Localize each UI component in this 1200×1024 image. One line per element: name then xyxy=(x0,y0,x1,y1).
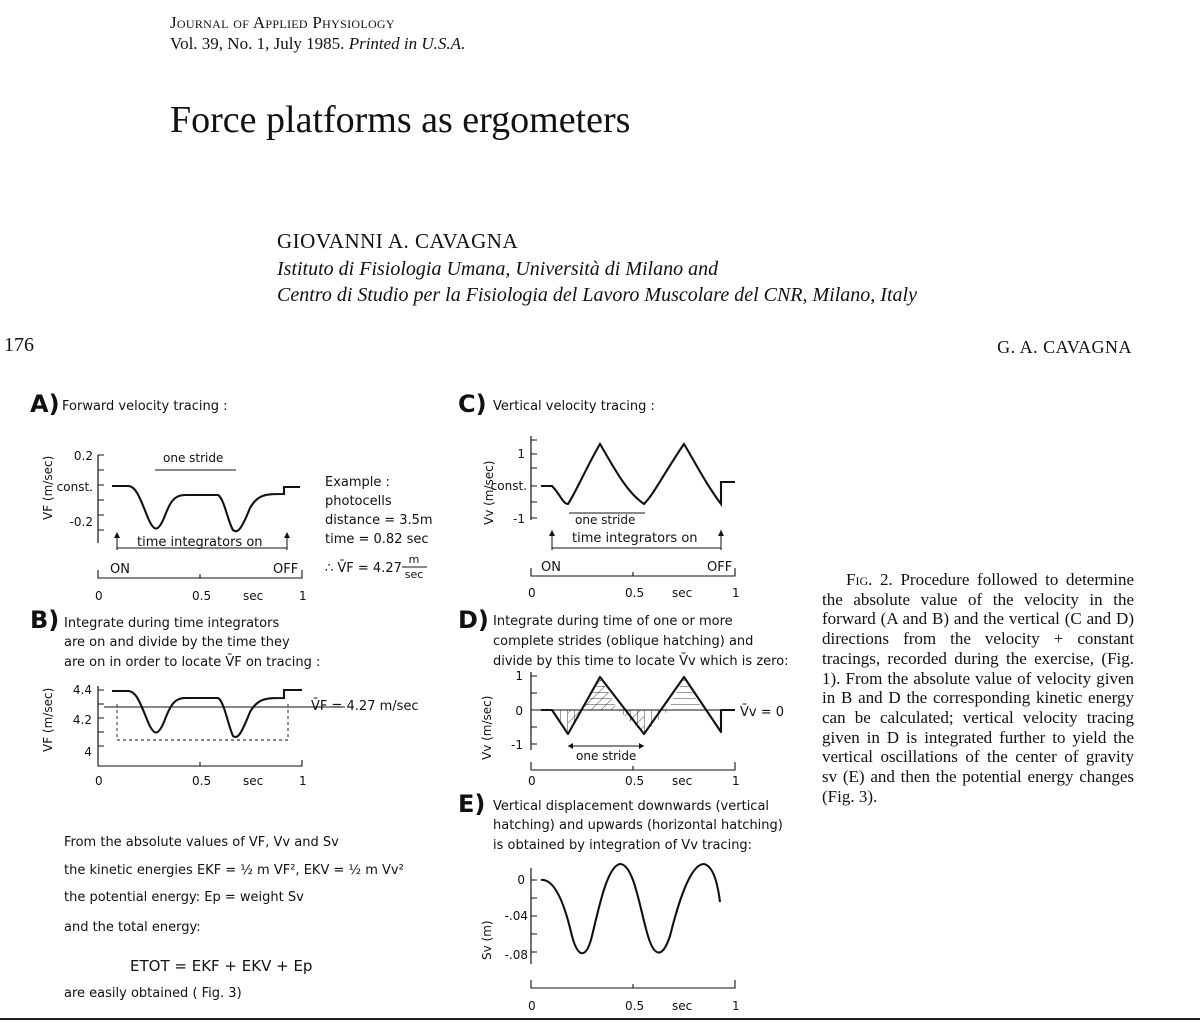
panel-e-ytick: -.08 xyxy=(504,948,528,962)
panel-b-text: are on in order to locate V̄F on tracing : xyxy=(64,655,321,670)
panel-d-ytick: -1 xyxy=(511,738,523,752)
panel-d xyxy=(458,606,789,788)
panel-a-heading: Forward velocity tracing : xyxy=(62,399,228,414)
panel-a xyxy=(30,390,307,603)
panel-a-stride-label: one stride xyxy=(163,451,224,465)
affiliation-line-1: Istituto di Fisiologia Umana, Università di Milano and xyxy=(277,258,719,280)
panel-a-integrators-label: time integrators on xyxy=(137,535,263,550)
panel-e-ylabel: Sv (m) xyxy=(480,920,494,960)
journal-volume: Vol. 39, No. 1, July 1985. xyxy=(170,34,345,53)
panel-c-ytick: const. xyxy=(490,479,527,493)
affiliation-line-2: Centro di Studio per la Fisiologia del Lavoro Muscolare del CNR, Milano, Italy xyxy=(277,284,917,306)
energy-total-equation: ETOT = EKF + EKV + Ep xyxy=(130,957,313,975)
panel-d-mean-label: V̄v = 0 xyxy=(740,705,785,720)
panel-e-text: is obtained by integration of Vv tracing: xyxy=(493,838,753,853)
panel-b-xtick: 0.5 xyxy=(192,774,212,788)
panel-d-ytick: 1 xyxy=(515,669,523,683)
panel-c-xtick: 0.5 xyxy=(625,586,645,600)
journal-name: Journal of Applied Physiology xyxy=(170,13,395,32)
panel-e-xtick: 0 xyxy=(528,999,536,1013)
panel-a-ytick: const. xyxy=(56,480,93,494)
panel-c-xtick: 1 xyxy=(732,586,740,600)
panel-e-trace xyxy=(541,864,720,953)
panel-b-ytick: 4.2 xyxy=(72,713,92,727)
journal-issue xyxy=(170,33,465,55)
panel-e-letter: E) xyxy=(458,790,486,818)
panel-c-xtick: 0 xyxy=(528,586,536,600)
panel-d-ytick: 0 xyxy=(515,704,523,718)
panel-e-text: Vertical displacement downwards (vertical xyxy=(493,799,770,814)
panel-a-trace xyxy=(112,486,300,531)
panel-a-off-label: OFF xyxy=(273,562,299,577)
panel-a-xtick: 0 xyxy=(95,589,103,603)
caption-label: Fig. 2. xyxy=(846,570,893,589)
panel-e xyxy=(458,790,783,1013)
panel-c xyxy=(458,390,740,600)
energy-line: and the total energy: xyxy=(64,920,201,935)
panel-b-trace xyxy=(112,690,302,737)
article-title: Force platforms as ergometers xyxy=(170,99,631,141)
bottom-rule xyxy=(0,1018,1200,1020)
panel-d-xtick: sec xyxy=(672,774,693,788)
panel-c-stride-label: one stride xyxy=(575,513,636,527)
figure-caption xyxy=(822,570,1134,806)
panel-d-text: divide by this time to locate V̄v which is zero: xyxy=(493,654,789,669)
panel-e-xtick: sec xyxy=(672,999,693,1013)
panel-c-xtick: sec xyxy=(672,586,693,600)
example-result: ∴ V̄F = 4.27 xyxy=(325,561,402,576)
panel-e-ytick: -.04 xyxy=(504,909,528,923)
panel-b-xtick: 0 xyxy=(95,774,103,788)
panel-c-heading: Vertical velocity tracing : xyxy=(493,399,655,414)
panel-c-on-label: ON xyxy=(541,560,561,575)
caption-text: Procedure followed to determine the absolute value of the velocity in the forward (A and B) and the vertical (C and D) directions from the velocity + constant tracings, recorded during the exercise, (Fig. 1). From the absolute value of velocity given in B and D the corresponding kinetic energy can be calculated; vertical velocity tracing given in D is integrated further to yield the vertical oscillations of the center of gravity sv (E) and then the potential energy changes (Fig. 3). xyxy=(822,570,1134,806)
panel-a-letter: A) xyxy=(30,390,60,418)
panel-b-text: are on and divide by the time they xyxy=(64,635,290,650)
panel-d-letter: D) xyxy=(458,606,489,634)
panel-d-text: complete strides (oblique hatching) and xyxy=(493,634,754,649)
panel-b-mean-label: V̄F = 4.27 m/sec xyxy=(311,699,419,714)
panel-c-letter: C) xyxy=(458,390,487,418)
panel-d-xtick: 1 xyxy=(732,774,740,788)
panel-b-ylabel: VF (m/sec) xyxy=(41,687,55,752)
panel-e-text: hatching) and upwards (horizontal hatching) xyxy=(493,818,783,833)
journal-printed: Printed in U.S.A. xyxy=(348,34,466,53)
panel-a-xtick: 1 xyxy=(299,589,307,603)
panel-b-xtick: sec xyxy=(243,774,264,788)
panel-a-on-label: ON xyxy=(110,562,130,577)
panel-d-text: Integrate during time of one or more xyxy=(493,614,733,629)
panel-b xyxy=(30,606,419,788)
example-line: photocells xyxy=(325,494,392,509)
example-block xyxy=(325,475,433,581)
panel-c-ytick: 1 xyxy=(517,447,525,461)
panel-c-ytick: -1 xyxy=(513,512,525,526)
panel-a-xtick: 0.5 xyxy=(192,589,212,603)
panel-c-off-label: OFF xyxy=(707,560,733,575)
panel-e-xtick: 0.5 xyxy=(625,999,645,1013)
energy-line: the potential energy: Ep = weight Sv xyxy=(64,890,304,905)
article-author: GIOVANNI A. CAVAGNA xyxy=(277,229,519,253)
example-line: time = 0.82 sec xyxy=(325,532,429,547)
panel-c-ylabel: Vv (m/sec) xyxy=(482,460,496,525)
energy-line: are easily obtained ( Fig. 3) xyxy=(64,986,242,1001)
panel-d-ylabel: Vv (m/sec) xyxy=(480,695,494,760)
example-line: Example : xyxy=(325,475,390,490)
panel-d-xtick: 0 xyxy=(528,774,536,788)
figure-2 xyxy=(0,380,820,1020)
example-unit-denominator: sec xyxy=(404,568,424,581)
example-line: distance = 3.5m xyxy=(325,513,433,528)
panel-e-xtick: 1 xyxy=(732,999,740,1013)
panel-a-xtick: sec xyxy=(243,589,264,603)
example-unit-numerator: m xyxy=(408,553,420,566)
running-head: G. A. CAVAGNA xyxy=(997,337,1132,357)
panel-b-ytick: 4 xyxy=(84,745,92,759)
panel-b-ytick: 4.4 xyxy=(72,683,92,697)
panel-b-xtick: 1 xyxy=(299,774,307,788)
page-number: 176 xyxy=(4,334,34,356)
panel-a-ylabel: VF (m/sec) xyxy=(41,455,55,520)
panel-b-text: Integrate during time integrators xyxy=(64,616,280,631)
panel-d-xtick: 0.5 xyxy=(625,774,645,788)
panel-a-ytick: -0.2 xyxy=(69,515,93,529)
panel-e-ytick: 0 xyxy=(517,873,525,887)
energy-line: From the absolute values of VF, Vv and Sv xyxy=(64,835,339,850)
panel-c-trace xyxy=(541,444,735,504)
panel-a-ytick: 0.2 xyxy=(73,449,93,463)
panel-b-letter: B) xyxy=(30,606,60,634)
panel-c-integrators-label: time integrators on xyxy=(572,531,698,546)
panel-d-stride-label: one stride xyxy=(576,749,637,763)
energy-line: the kinetic energies EKF = ½ m VF², EKV = ½ m Vv² xyxy=(64,863,404,878)
energy-block xyxy=(64,835,404,1001)
